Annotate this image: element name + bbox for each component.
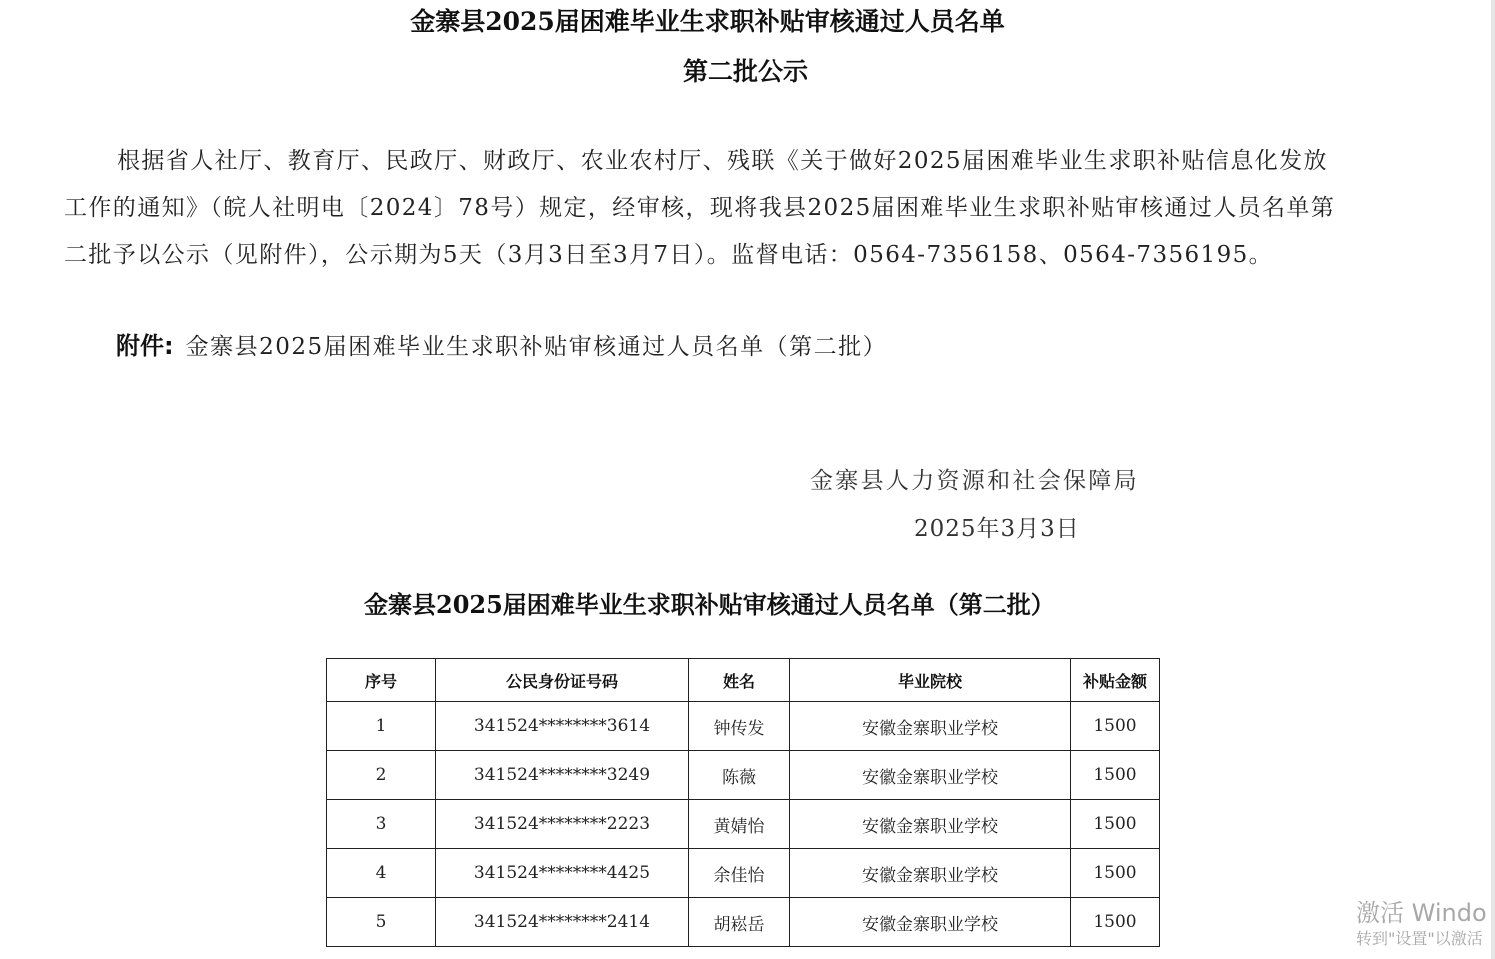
header-school: 毕业院校 bbox=[790, 659, 1071, 702]
table-row bbox=[327, 898, 1160, 947]
cell-name: 胡崧岳 bbox=[689, 898, 790, 947]
cell-name: 钟传发 bbox=[689, 702, 790, 751]
cell-name: 陈薇 bbox=[689, 751, 790, 800]
attachment-label: 附件: bbox=[116, 332, 174, 360]
table-row bbox=[327, 702, 1160, 751]
notice-line-1: 根据省人社厅、教育厅、民政厅、财政厅、农业农村厅、残联《关于做好2025届困难毕业生求职补贴信息化发放 bbox=[117, 148, 1328, 174]
header-serial: 序号 bbox=[327, 659, 436, 702]
cell-school: 安徽金寨职业学校 bbox=[790, 898, 1071, 947]
cell-amount: 1500 bbox=[1071, 800, 1160, 849]
attachment-link[interactable]: 金寨县2025届困难毕业生求职补贴审核通过人员名单（第二批） bbox=[185, 334, 888, 360]
page-subtitle: 第二批公示 bbox=[682, 57, 808, 86]
cell-amount: 1500 bbox=[1071, 849, 1160, 898]
notice-paragraph bbox=[64, 138, 1424, 279]
cell-school: 安徽金寨职业学校 bbox=[790, 751, 1071, 800]
cell-serial: 2 bbox=[327, 751, 436, 800]
page-title: 金寨县2025届困难毕业生求职补贴审核通过人员名单 bbox=[410, 7, 1005, 36]
cell-amount: 1500 bbox=[1071, 751, 1160, 800]
cell-id-number: 341524********2414 bbox=[436, 898, 689, 947]
header-id-number: 公民身份证号码 bbox=[436, 659, 689, 702]
notice-line-3: 二批予以公示（见附件），公示期为5天（3月3日至3月7日）。监督电话：0564-7356158、0564-7356195。 bbox=[64, 242, 1274, 268]
issuing-organization: 金寨县人力资源和社会保障局 bbox=[810, 468, 1139, 494]
page-right-edge bbox=[1491, 0, 1495, 959]
watermark-line-1: 激活 Windo bbox=[1356, 899, 1487, 927]
header-name: 姓名 bbox=[689, 659, 790, 702]
attachment bbox=[116, 326, 887, 361]
cell-school: 安徽金寨职业学校 bbox=[790, 800, 1071, 849]
watermark-line-2: 转到"设置"以激活 bbox=[1356, 929, 1483, 948]
cell-serial: 1 bbox=[327, 702, 436, 751]
notice-line-2: 工作的通知》（皖人社明电〔2024〕78号）规定，经审核，现将我县2025届困难毕业生求职补贴审核通过人员名单第 bbox=[64, 195, 1336, 221]
roster-table bbox=[326, 658, 1160, 947]
table-row bbox=[327, 849, 1160, 898]
table-header-row bbox=[327, 659, 1160, 702]
cell-serial: 5 bbox=[327, 898, 436, 947]
publish-date: 2025年3月3日 bbox=[914, 516, 1080, 542]
table-title: 金寨县2025届困难毕业生求职补贴审核通过人员名单（第二批） bbox=[364, 590, 1055, 619]
cell-serial: 4 bbox=[327, 849, 436, 898]
cell-name: 黄婧怡 bbox=[689, 800, 790, 849]
windows-activation-watermark bbox=[1356, 898, 1487, 950]
header-amount: 补贴金额 bbox=[1071, 659, 1160, 702]
cell-school: 安徽金寨职业学校 bbox=[790, 702, 1071, 751]
cell-serial: 3 bbox=[327, 800, 436, 849]
cell-id-number: 341524********3614 bbox=[436, 702, 689, 751]
cell-school: 安徽金寨职业学校 bbox=[790, 849, 1071, 898]
cell-id-number: 341524********3249 bbox=[436, 751, 689, 800]
table-row bbox=[327, 751, 1160, 800]
table-row bbox=[327, 800, 1160, 849]
cell-amount: 1500 bbox=[1071, 702, 1160, 751]
cell-amount: 1500 bbox=[1071, 898, 1160, 947]
cell-name: 余佳怡 bbox=[689, 849, 790, 898]
cell-id-number: 341524********2223 bbox=[436, 800, 689, 849]
cell-id-number: 341524********4425 bbox=[436, 849, 689, 898]
